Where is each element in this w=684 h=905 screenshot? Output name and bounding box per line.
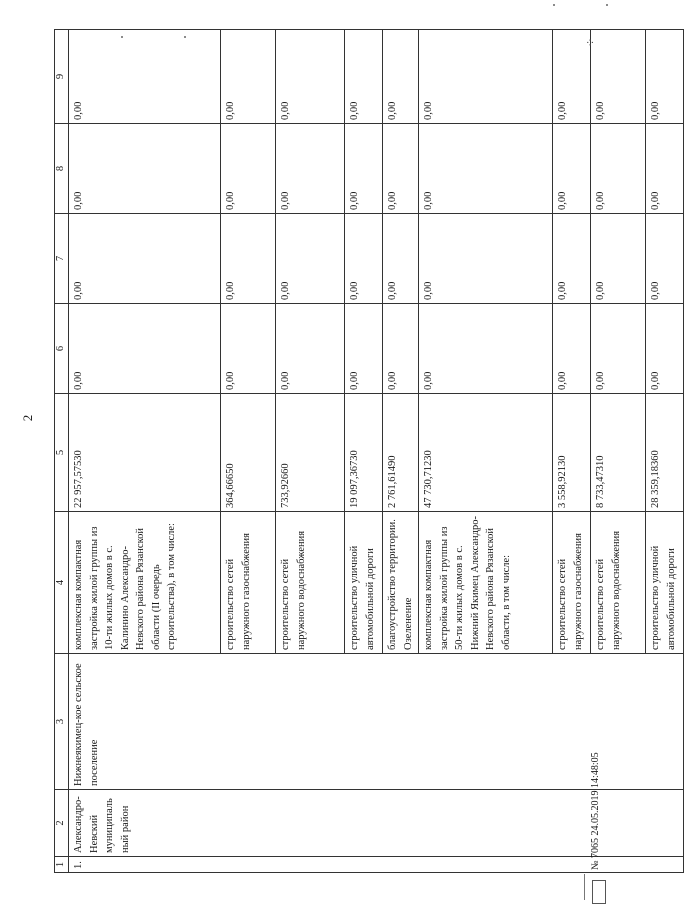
object-name: строительство сетей наружного водоснабжения <box>591 512 646 654</box>
amount-col-6: 0,00 <box>69 304 221 394</box>
scan-dot-icon <box>553 4 555 6</box>
amount-col-6: 0,00 <box>383 304 419 394</box>
amount-total: 28 359,18360 <box>646 394 684 512</box>
amount-col-7: 0,00 <box>69 214 221 304</box>
amount-col-7: 0,00 <box>383 214 419 304</box>
row-number: 1. <box>69 857 684 873</box>
table-row <box>69 30 221 873</box>
amount-total: 8 733,47310 <box>591 394 646 512</box>
amount-total: 733,92660 <box>276 394 345 512</box>
page-number: 2 <box>20 414 35 422</box>
amount-col-8: 0,00 <box>276 124 345 214</box>
amount-col-6: 0,00 <box>276 304 345 394</box>
header-col-5: 5 <box>55 394 69 512</box>
amount-col-9: 0,00 <box>646 30 684 124</box>
header-row <box>55 30 69 873</box>
object-name: строительство сетей наружного водоснабжения <box>276 512 345 654</box>
object-name: строительство уличной автомобильной дороги <box>646 512 684 654</box>
scan-dot-icon <box>184 36 186 38</box>
header-col-7: 7 <box>55 214 69 304</box>
amount-total: 47 730,71230 <box>419 394 553 512</box>
amount-col-8: 0,00 <box>553 124 591 214</box>
amount-total: 19 097,36730 <box>345 394 383 512</box>
header-col-1: 1 <box>55 857 69 873</box>
object-name: строительство уличной автомобильной дороги <box>345 512 383 654</box>
header-col-3: 3 <box>55 654 69 790</box>
scan-dot-icon <box>606 4 608 6</box>
financing-table <box>54 29 684 873</box>
settlement-name: Нижнеякимец-кое сельское поселение <box>69 654 684 790</box>
amount-col-8: 0,00 <box>419 124 553 214</box>
header-col-4: 4 <box>55 512 69 654</box>
header-col-9: 9 <box>55 30 69 124</box>
header-col-2: 2 <box>55 790 69 857</box>
amount-col-7: 0,00 <box>345 214 383 304</box>
amount-col-9: 0,00 <box>553 30 591 124</box>
amount-col-7: 0,00 <box>646 214 684 304</box>
object-name: строительство сетей наружного газоснабжения <box>553 512 591 654</box>
registration-stamp-box <box>592 880 606 904</box>
amount-col-6: 0,00 <box>553 304 591 394</box>
amount-total: 2 761,61490 <box>383 394 419 512</box>
amount-col-7: 0,00 <box>591 214 646 304</box>
amount-col-8: 0,00 <box>345 124 383 214</box>
amount-col-9: 0,00 <box>276 30 345 124</box>
district-name: Александро-Невский муниципальный район <box>69 790 684 857</box>
object-name: комплексная компактная застройка жилой группы из 10-ти жилых домов в с. Калинино Александро-Невского района Рязанской области (II очередь строительства), в том числе: <box>69 512 221 654</box>
amount-total: 3 558,92130 <box>553 394 591 512</box>
amount-col-9: 0,00 <box>419 30 553 124</box>
amount-col-9: 0,00 <box>69 30 221 124</box>
amount-col-8: 0,00 <box>646 124 684 214</box>
corner-mark-icon: ⁘ <box>583 37 598 48</box>
amount-col-7: 0,00 <box>553 214 591 304</box>
amount-col-9: 0,00 <box>345 30 383 124</box>
object-name: комплексная компактная застройка жилой группы из 50-ти жилых домов в с. Нижний Якимец Александро-Невского района Рязанской области, в том числе: <box>419 512 553 654</box>
amount-col-8: 0,00 <box>591 124 646 214</box>
amount-col-8: 0,00 <box>221 124 276 214</box>
amount-total: 22 957,57530 <box>69 394 221 512</box>
amount-col-9: 0,00 <box>221 30 276 124</box>
header-col-6: 6 <box>55 304 69 394</box>
amount-col-7: 0,00 <box>221 214 276 304</box>
amount-col-6: 0,00 <box>221 304 276 394</box>
amount-col-7: 0,00 <box>276 214 345 304</box>
object-name: благоустройство территории. Озеленение <box>383 512 419 654</box>
amount-col-8: 0,00 <box>383 124 419 214</box>
amount-col-6: 0,00 <box>646 304 684 394</box>
scan-dot-icon <box>121 36 123 38</box>
registration-stamp-lines <box>584 874 591 900</box>
amount-total: 364,66650 <box>221 394 276 512</box>
amount-col-6: 0,00 <box>591 304 646 394</box>
amount-col-7: 0,00 <box>419 214 553 304</box>
amount-col-6: 0,00 <box>345 304 383 394</box>
amount-col-6: 0,00 <box>419 304 553 394</box>
header-col-8: 8 <box>55 124 69 214</box>
registration-stamp: № 7065 24.05.2019 14:48:05 <box>590 752 601 870</box>
amount-col-8: 0,00 <box>69 124 221 214</box>
object-name: строительство сетей наружного газоснабжения <box>221 512 276 654</box>
amount-col-9: 0,00 <box>383 30 419 124</box>
amount-col-9: 0,00 <box>591 30 646 124</box>
